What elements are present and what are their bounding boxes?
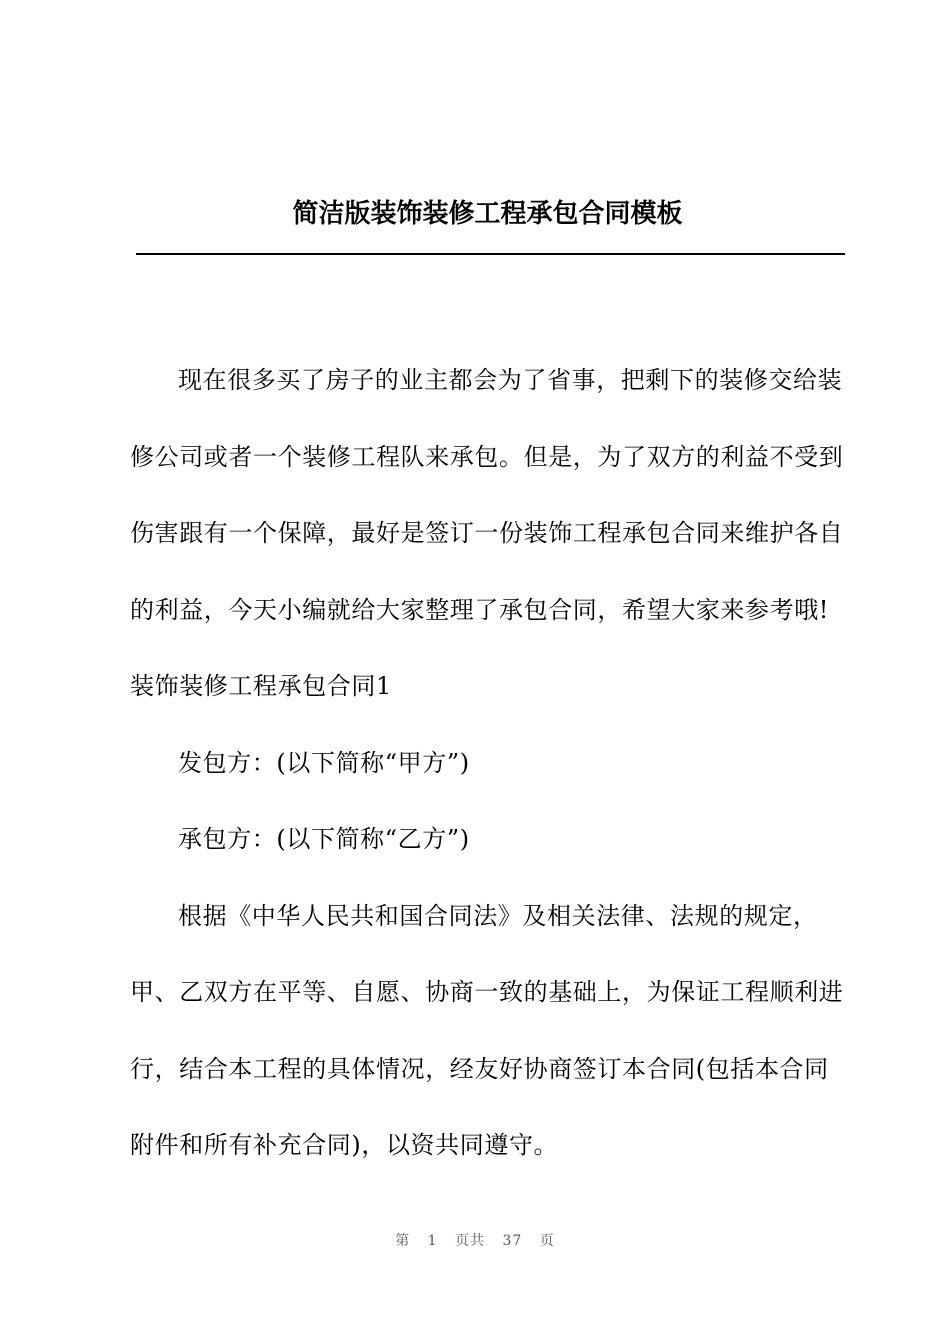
paragraph-basis: 根据《中华人民共和国合同法》及相关法律、法规的规定，甲、乙双方在平等、自愿、协商一致的基础上，为保证工程顺利进行，结合本工程的具体情况，经友好协商签订本合同(包括本合同附件和所有补充合同)，以资共同遵守。	[130, 901, 844, 1159]
footer-middle: 页共	[455, 1233, 486, 1249]
paragraph-party-a: 发包方：(以下简称“甲方”)	[178, 748, 470, 777]
page-footer	[0, 1230, 950, 1250]
title-underline	[136, 253, 845, 255]
paragraph-intro: 现在很多买了房子的业主都会为了省事，把剩下的装修交给装修公司或者一个装修工程队来承包。但是，为了双方的利益不受到伤害跟有一个保障，最好是签订一份装饰工程承包合同来维护各自的利益，今天小编就给大家整理了承包合同，希望大家来参考哦!装饰装修工程承包合同1	[130, 366, 844, 700]
document-title: 简洁版装饰装修工程承包合同模板	[292, 199, 683, 229]
footer-page-number: 1	[427, 1233, 438, 1249]
paragraph-party-b: 承包方：(以下简称“乙方”)	[178, 825, 470, 853]
footer-suffix: 页	[539, 1233, 555, 1249]
footer-total-pages: 37	[502, 1233, 523, 1249]
document-body	[130, 342, 845, 1184]
footer-prefix: 第	[395, 1233, 411, 1249]
